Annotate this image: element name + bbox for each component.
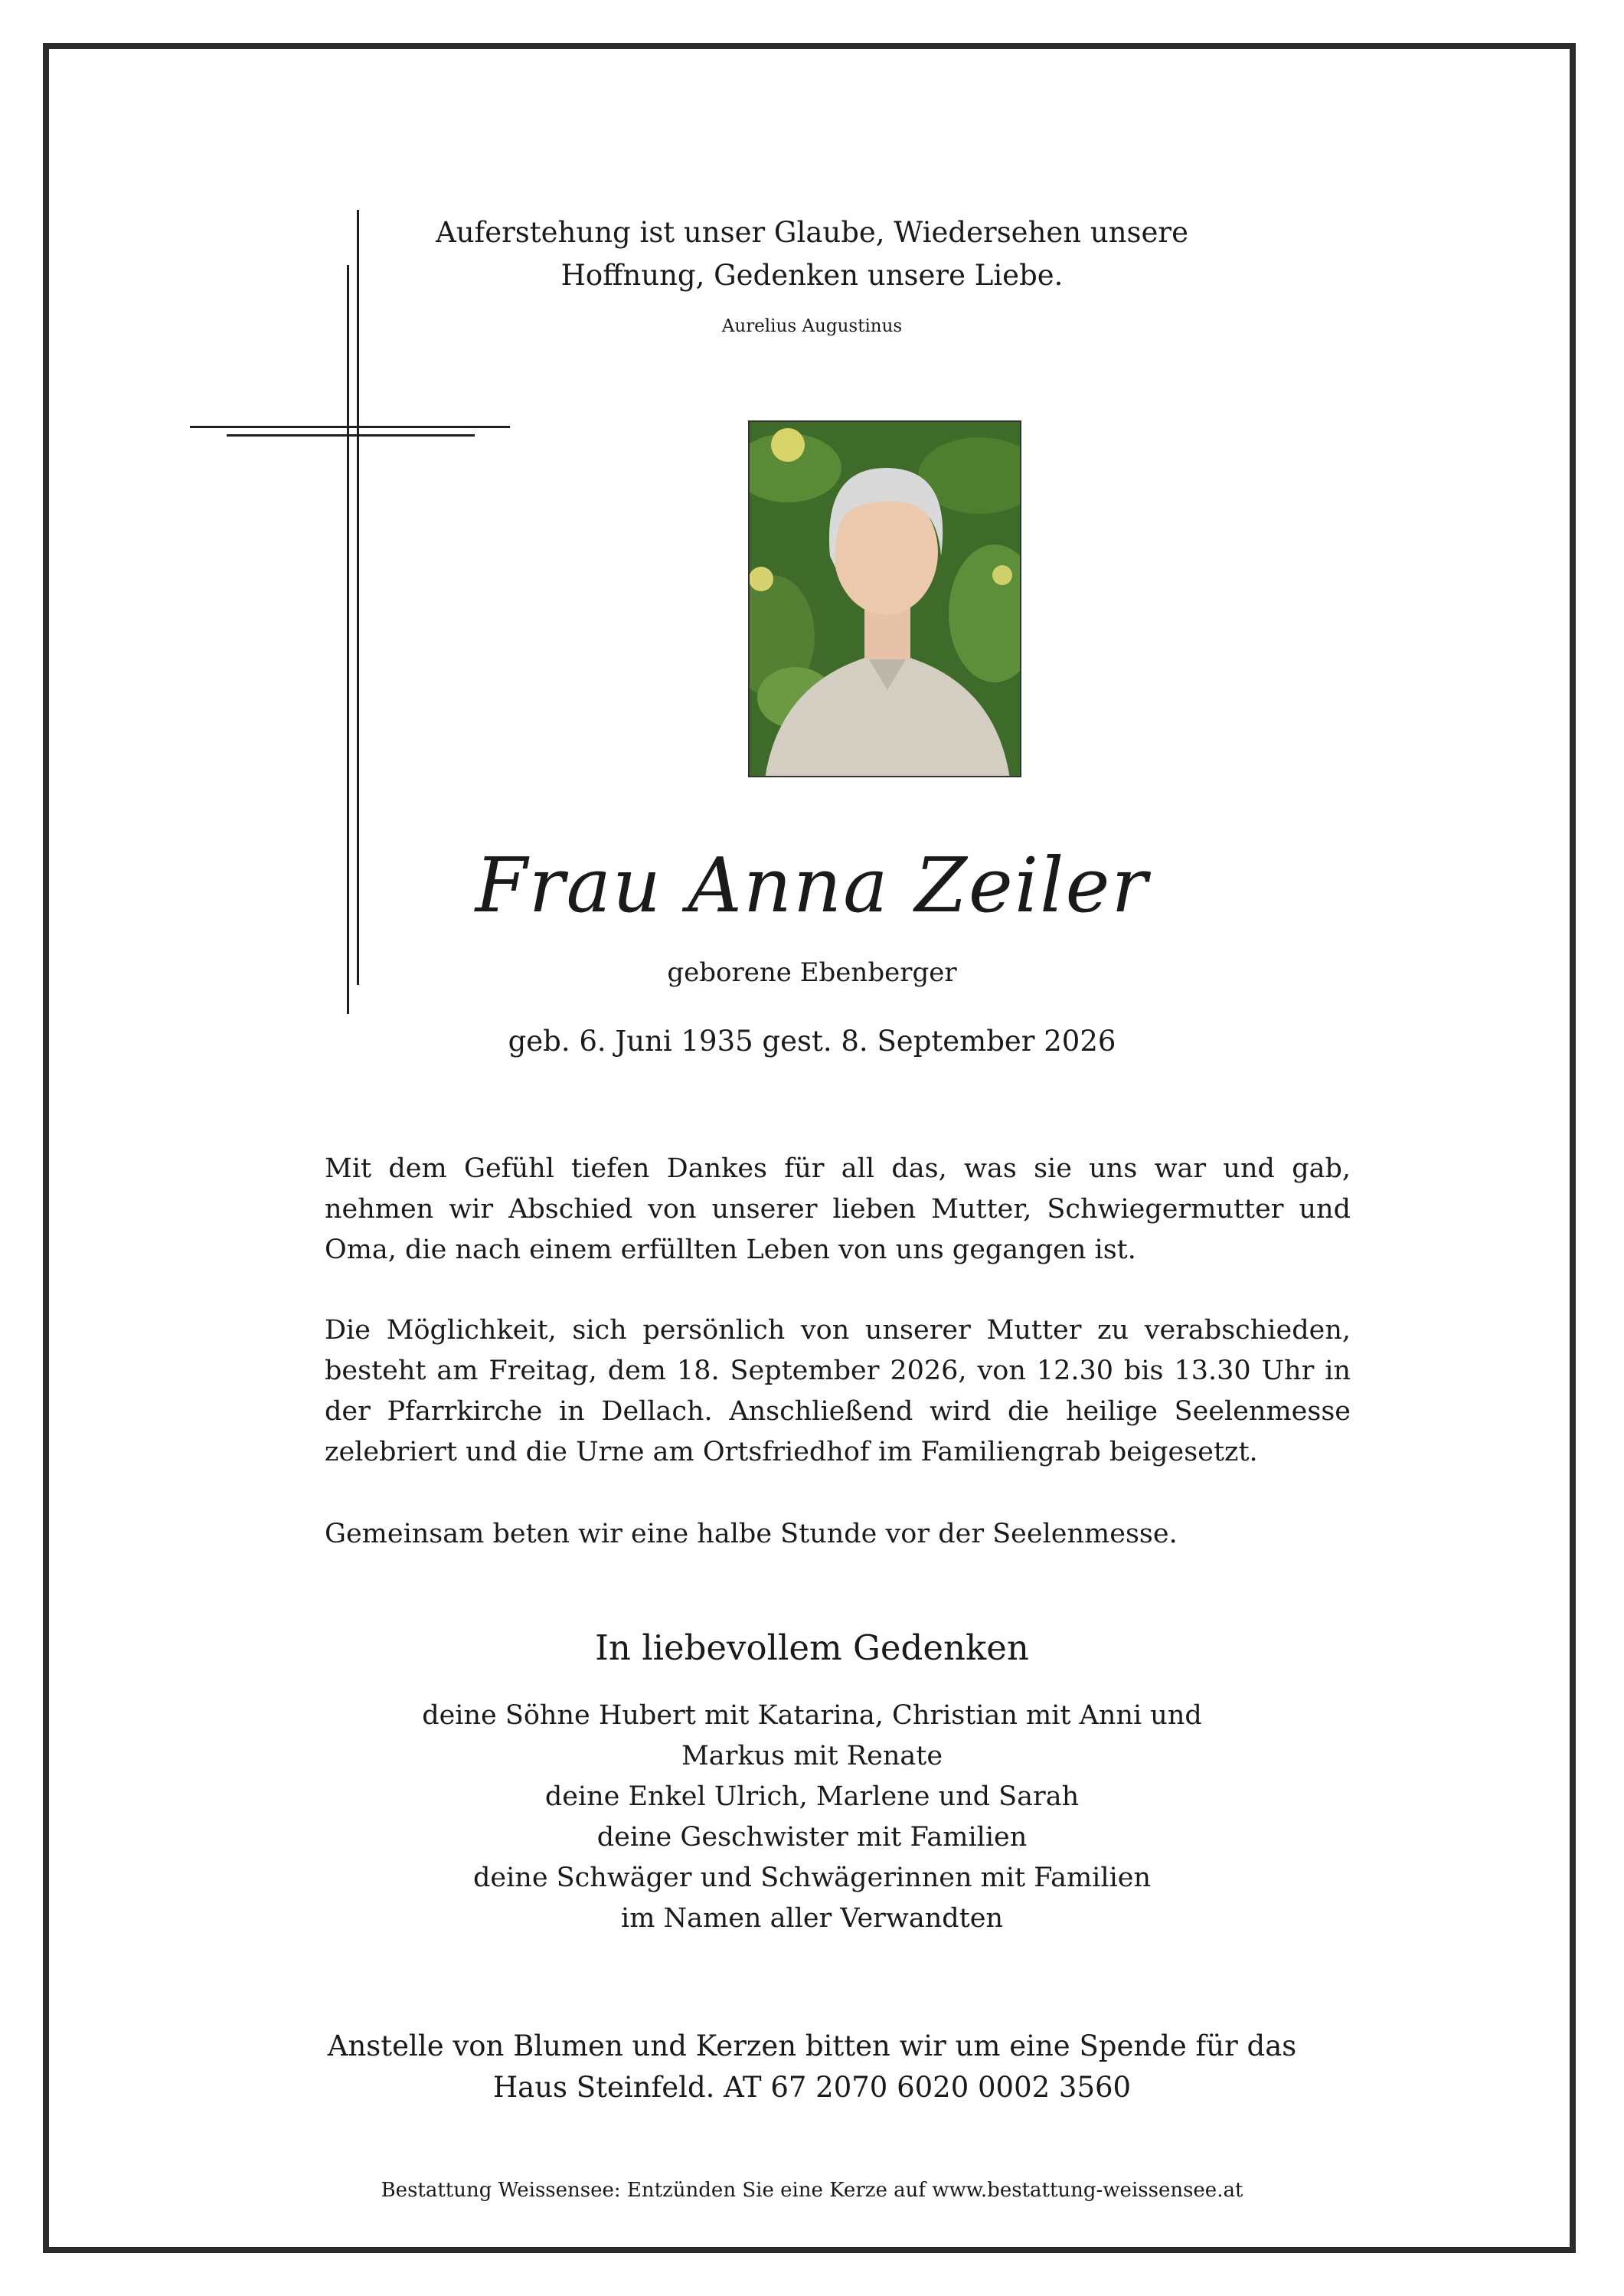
deceased-name: Frau Anna Zeiler bbox=[475, 842, 1149, 930]
donation-line-1: Anstelle von Blumen und Kerzen bitten wir um eine Spende für das bbox=[327, 2029, 1297, 2062]
motto-quote bbox=[0, 211, 1624, 297]
list-item: deine Enkel Ulrich, Marlene und Sarah bbox=[544, 1781, 1080, 1812]
footer-note: Bestattung Weissensee: Entzünden Sie eine Kerze auf www.bestattung-weissensee.at bbox=[381, 2179, 1243, 2202]
donation-note bbox=[0, 2026, 1624, 2108]
maiden-name: geborene Ebenberger bbox=[667, 957, 957, 988]
quote-author: Aurelius Augustinus bbox=[721, 316, 903, 336]
text-paragraph-1: Mit dem Gefühl tiefen Dankes für all das, was sie uns war und gab, nehmen wir Abschied von unserer lieben Mutter, Schwiegermutter und Oma, die nach einem erfüllten Leben von uns gegangen ist. bbox=[325, 1153, 1351, 1265]
list-item: Markus mit Renate bbox=[681, 1741, 943, 1771]
text-paragraph-2: Die Möglichkeit, sich persönlich von unserer Mutter zu verabschieden, besteht am Freitag, dem 18. September 2026, von 12.30 bis 13.30 Uhr in der Pfarrkirche in Dellach. Anschließend wird die heilige Seelenmesse zelebriert und die Urne am Ortsfriedhof im Familiengrab beigesetzt. bbox=[325, 1315, 1351, 1467]
relatives-list bbox=[0, 1696, 1624, 1939]
list-item: im Namen aller Verwandten bbox=[621, 1903, 1003, 1934]
memory-heading: In liebevollem Gedenken bbox=[595, 1627, 1029, 1668]
motto-line-1: Auferstehung ist unser Glaube, Wiedersehen unsere bbox=[435, 216, 1189, 249]
life-dates: geb. 6. Juni 1935 gest. 8. September 2026 bbox=[508, 1025, 1116, 1058]
list-item: deine Schwäger und Schwägerinnen mit Familien bbox=[472, 1863, 1152, 1893]
motto-line-2: Hoffnung, Gedenken unsere Liebe. bbox=[560, 259, 1064, 292]
list-item: deine Geschwister mit Familien bbox=[596, 1822, 1028, 1853]
list-item: deine Söhne Hubert mit Katarina, Christian mit Anni und bbox=[422, 1700, 1202, 1731]
donation-line-2: Haus Steinfeld. AT 67 2070 6020 0002 3560 bbox=[492, 2071, 1132, 2104]
text-paragraph-3: Gemeinsam beten wir eine halbe Stunde vor der Seelenmesse. bbox=[325, 1519, 1178, 1549]
portrait-photo bbox=[748, 420, 1021, 777]
